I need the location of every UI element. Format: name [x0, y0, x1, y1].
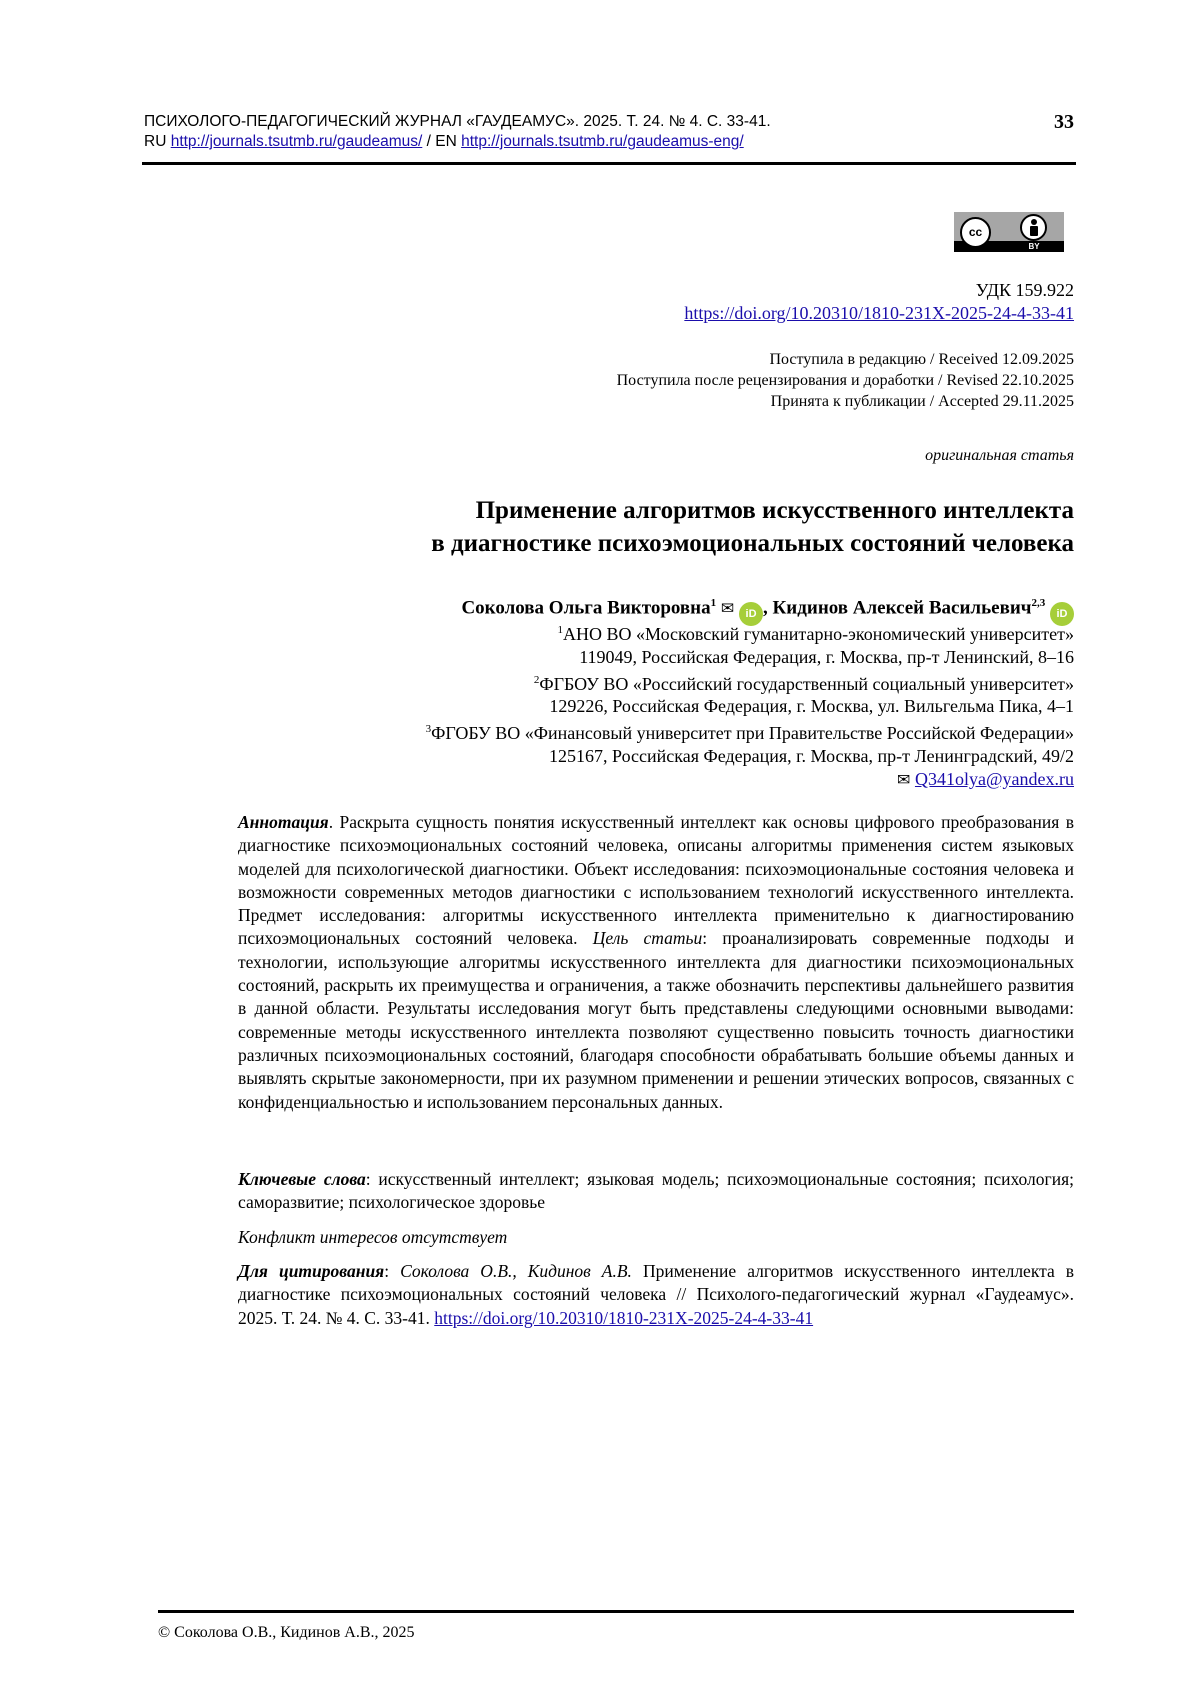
title-line-1: Применение алгоритмов искусственного интеллекта	[475, 497, 1074, 524]
ru-journal-link[interactable]: http://journals.tsutmb.ru/gaudeamus/	[170, 133, 423, 150]
abstract	[238, 811, 1074, 1114]
affiliations	[426, 619, 1074, 792]
author-2-affiliation-mark: 2,3	[1031, 597, 1046, 609]
conflict-of-interest: Конфликт интересов отсутствует	[238, 1227, 508, 1247]
affiliation-2-address: 129226, Российская Федерация, г. Москва, ул. Вильгельма Пика, 4–1	[549, 696, 1074, 717]
citation-doi-link[interactable]: https://doi.org/10.20310/1810-231X-2025-24-4-33-41	[434, 1307, 814, 1328]
ru-label: RU	[144, 133, 167, 150]
affiliation-1-address: 119049, Российская Федерация, г. Москва, пр-т Ленинский, 8–16	[579, 646, 1074, 667]
person-head-shape	[1031, 219, 1037, 225]
doi-link[interactable]: https://doi.org/10.20310/1810-231X-2025-24-4-33-41	[684, 303, 1074, 323]
keywords-label: Ключевые слова	[238, 1169, 366, 1189]
article-title	[431, 494, 1074, 560]
url-separator: /	[426, 133, 431, 150]
keywords	[238, 1168, 1074, 1215]
orcid-icon[interactable]: iD	[1050, 602, 1074, 626]
person-body-shape	[1030, 226, 1038, 236]
en-journal-link[interactable]: http://journals.tsutmb.ru/gaudeamus-eng/	[461, 133, 744, 150]
affiliation-3-address: 125167, Российская Федерация, г. Москва, пр-т Ленинградский, 49/2	[549, 745, 1074, 766]
abstract-text-1: . Раскрыта сущность понятия искусственный интеллект как основы цифрового преобразования в диагностике психоэмоциональных состояний человека, описаны алгоритмы применения систем языковых моделей для психологической диагностики. Объект исследования: психоэмоциональные состояния человека и возможности современных методов диагностики с использованием технологий искусственного интеллекта. Предмет исследования: алгоритмы искусственного интеллекта применительно к диагностированию психоэмоциональных состояний человека.	[238, 812, 1074, 949]
journal-citation-line: ПСИХОЛОГО-ПЕДАГОГИЧЕСКИЙ ЖУРНАЛ «ГАУДЕАМУС». 2025. Т. 24. № 4. С. 33-41.	[144, 113, 771, 130]
contact-email-line	[426, 768, 1074, 792]
affiliation-3-org-text: ФГОБУ ВО «Финансовый университет при Правительстве Российской Федерации»	[431, 723, 1074, 744]
author-1-affiliation-mark: 1	[710, 597, 717, 609]
journal-urls-line	[144, 132, 1074, 152]
affiliation-1-org	[426, 619, 1074, 646]
abstract-text-2: : проанализировать современные подходы и технологии, использующие алгоритмы искусственного интеллекта для диагностики психоэмоциональных состояний, раскрыть их преимущества и ограничения, а также обозначить перспективы дальнейшего развития в данной области. Результаты исследования могут быть представлены следующими основными выводами: современные методы искусственного интеллекта позволяют существенно повысить точность диагностики различных психоэмоциональных состояний, благодаря способности обрабатывать большие объемы данных и выявлять скрытые закономерности, при их разумном применении и решении этических вопросов, связанных с конфиденциальностью и использованием персональных данных.	[238, 928, 1074, 1112]
by-label: BY	[1028, 242, 1040, 251]
publication-dates	[617, 349, 1074, 412]
goal-label: Цель статьи	[592, 928, 703, 949]
udc-code: УДК 159.922	[975, 280, 1074, 300]
author-1-name: Соколова Ольга Викторовна	[461, 597, 711, 619]
received-date: Поступила в редакцию / Received 12.09.2025	[769, 351, 1074, 368]
citation-label: Для цитирования	[238, 1261, 385, 1281]
accepted-date: Принята к публикации / Accepted 29.11.2025	[770, 393, 1074, 410]
header-rule	[142, 162, 1076, 165]
en-label: EN	[435, 133, 457, 150]
footer-copyright: © Соколова О.В., Кидинов А.В., 2025	[158, 1624, 415, 1641]
affiliation-2-org	[426, 669, 1074, 696]
citation-text: Применение алгоритмов искусственного интеллекта в диагностике психоэмоциональных состояний человека // Психолого-педагогический журнал «Гаудеамус». 2025. Т. 24. № 4. С. 33-41.	[238, 1261, 1075, 1328]
author-2-name: Кидинов Алексей Васильевич	[772, 597, 1032, 619]
affiliation-2-mark: 2	[533, 673, 540, 686]
revised-date: Поступила после рецензирования и доработки / Revised 22.10.2025	[616, 372, 1074, 389]
orcid-icon[interactable]: iD	[739, 602, 763, 626]
title-line-2: в диагностике психоэмоциональных состояний человека	[431, 530, 1074, 557]
article-type: оригинальная статья	[925, 447, 1074, 464]
citation-authors: Соколова О.В., Кидинов А.В.	[400, 1261, 632, 1281]
abstract-label: Аннотация	[238, 812, 329, 832]
attribution-person-icon	[1020, 214, 1047, 241]
footer-rule	[158, 1610, 1074, 1613]
citation-block	[238, 1260, 1074, 1330]
doi-link-block	[684, 302, 1074, 324]
cc-icon: cc	[960, 217, 991, 248]
envelope-icon: ✉	[897, 769, 911, 789]
envelope-icon: ✉	[720, 598, 735, 618]
author-separator: ,	[763, 597, 768, 619]
affiliation-2-org-text: ФГБОУ ВО «Российский государственный социальный университет»	[539, 673, 1074, 694]
keywords-text: : искусственный интеллект; языковая модель; психоэмоциональные состояния; психология; саморазвитие; психологическое здоровье	[238, 1169, 1074, 1213]
contact-email-link[interactable]: Q341olya@yandex.ru	[914, 768, 1074, 789]
cc-by-icon[interactable]	[954, 212, 1064, 252]
citation-colon: :	[384, 1261, 401, 1281]
affiliation-1-mark: 1	[557, 624, 564, 636]
affiliation-1-org-text: АНО ВО «Московский гуманитарно-экономический университет»	[563, 624, 1074, 644]
page-number: 33	[1054, 111, 1074, 133]
affiliation-3-mark: 3	[425, 723, 432, 736]
running-header	[144, 112, 1074, 152]
affiliation-3-org	[426, 718, 1074, 745]
